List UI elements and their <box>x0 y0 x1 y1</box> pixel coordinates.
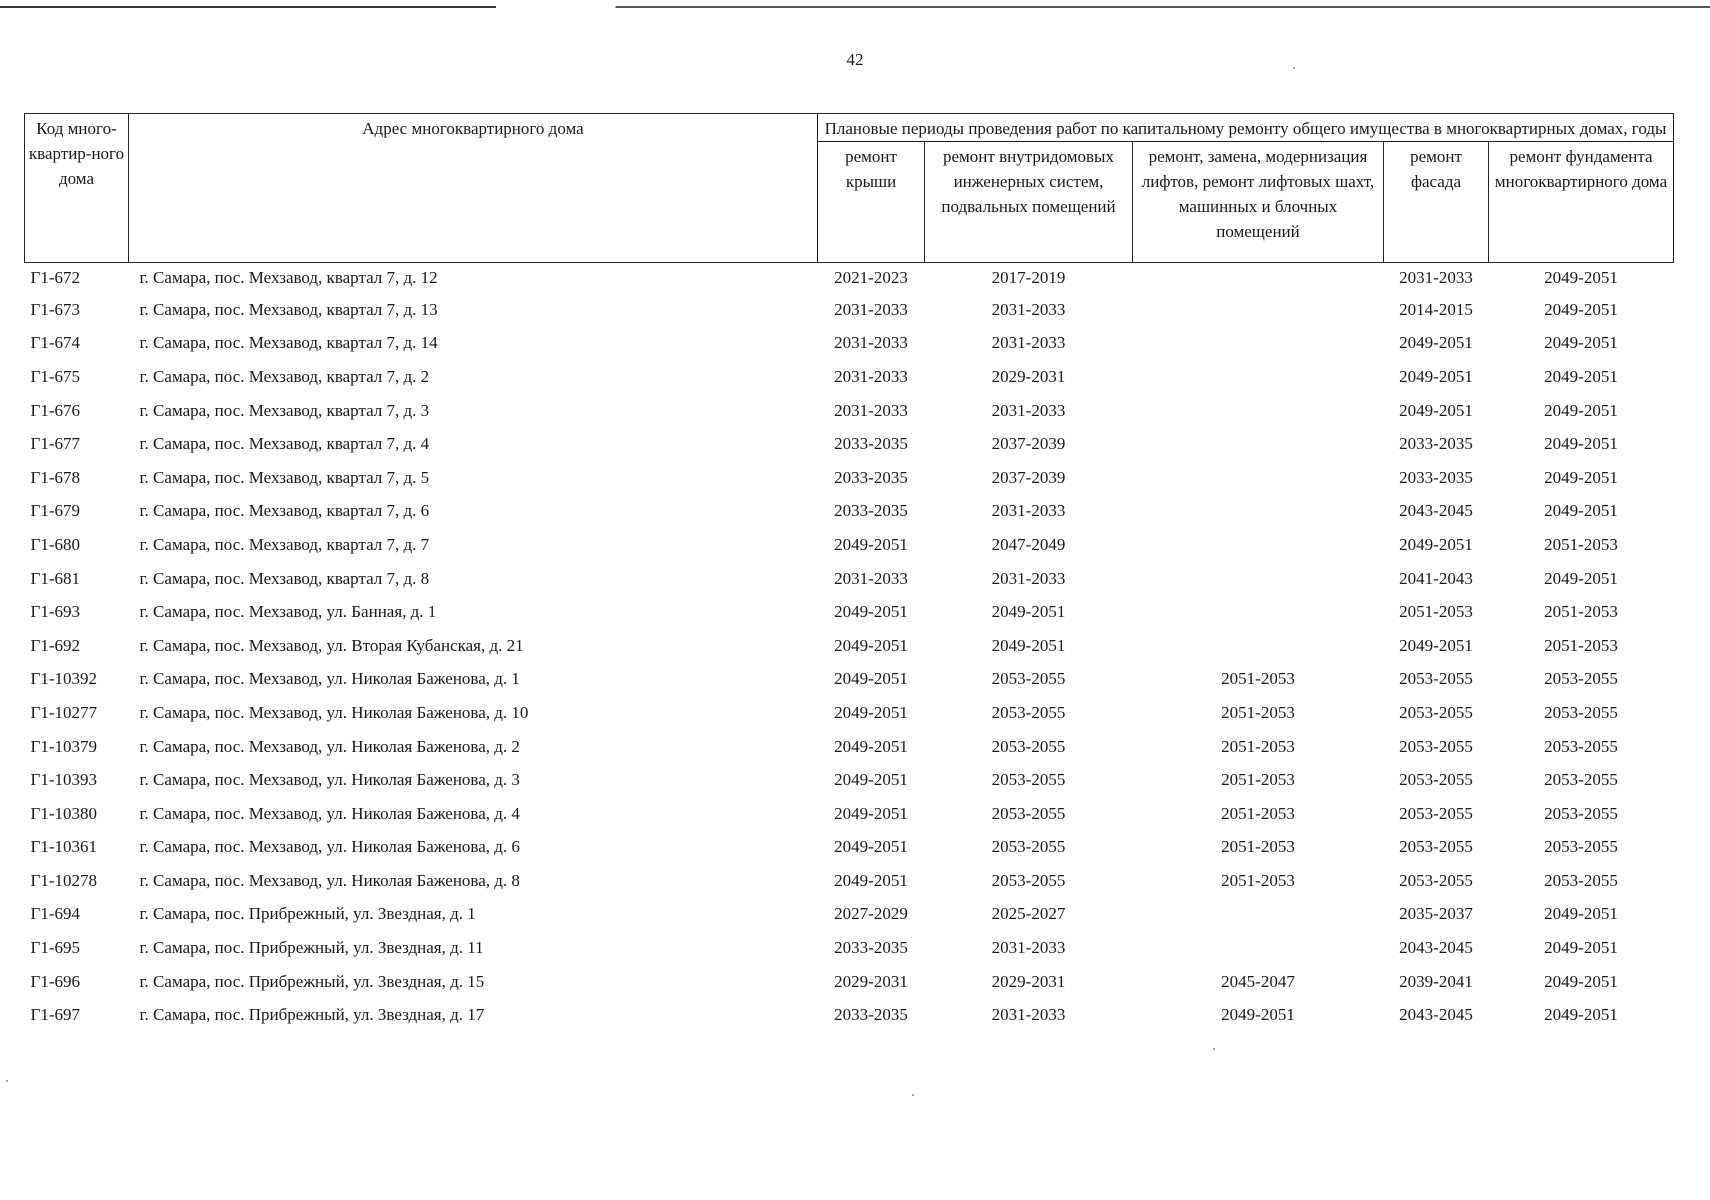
cell-code: Г1-692 <box>30 635 80 655</box>
cell-facade: 2053-2055 <box>1399 837 1473 857</box>
cell-code: Г1-674 <box>30 333 80 353</box>
cell-foundation: 2049-2051 <box>1544 568 1618 588</box>
cell-facade: 2043-2045 <box>1399 501 1473 521</box>
table-row <box>25 595 1674 629</box>
cell-engineering: 2031-2033 <box>991 501 1066 521</box>
table-row <box>25 864 1674 898</box>
cell-engineering: 2053-2055 <box>991 770 1066 790</box>
cell-elevators <box>1133 562 1384 596</box>
cell-roof: 2049-2051 <box>834 736 908 756</box>
cell-address: г. Самара, пос. Мехзавод, квартал 7, д. 2 <box>139 366 430 386</box>
column-header-periods-group: Плановые периоды проведения работ по капитальному ремонту общего имущества в многоквартирных домах, годы <box>818 114 1674 142</box>
cell-engineering: 2053-2055 <box>991 702 1066 722</box>
cell-elevators <box>1133 931 1384 965</box>
header-row-top <box>25 114 1674 142</box>
column-header-address: Адрес многоквартирного дома <box>129 114 818 263</box>
cell-roof: 2049-2051 <box>834 837 908 857</box>
cell-engineering: 2053-2055 <box>991 837 1066 857</box>
cell-elevators: 2045-2047 <box>1221 971 1295 991</box>
cell-code: Г1-10277 <box>30 702 97 722</box>
table-row <box>25 898 1674 932</box>
cell-code: Г1-673 <box>30 299 80 319</box>
cell-elevators: 2051-2053 <box>1221 770 1295 790</box>
cell-engineering: 2037-2039 <box>991 467 1066 487</box>
cell-elevators <box>1133 528 1384 562</box>
cell-engineering: 2029-2031 <box>991 971 1066 991</box>
column-header-foundation: ремонт фундамента многоквартирного дома <box>1489 142 1674 263</box>
cell-foundation: 2053-2055 <box>1544 770 1618 790</box>
cell-roof: 2049-2051 <box>834 870 908 890</box>
table-row <box>25 263 1674 294</box>
column-header-facade: ремонт фасада <box>1384 142 1489 263</box>
cell-facade: 2053-2055 <box>1399 803 1473 823</box>
cell-facade: 2053-2055 <box>1399 870 1473 890</box>
cell-foundation: 2049-2051 <box>1544 938 1618 958</box>
table-row <box>25 461 1674 495</box>
cell-code: Г1-697 <box>30 1005 80 1025</box>
table-row <box>25 730 1674 764</box>
cell-roof: 2021-2023 <box>834 268 908 287</box>
cell-engineering: 2053-2055 <box>991 870 1066 890</box>
cell-address: г. Самара, пос. Мехзавод, квартал 7, д. 14 <box>139 333 438 353</box>
cell-elevators <box>1133 461 1384 495</box>
table-row <box>25 528 1674 562</box>
column-header-engineering: ремонт внутридомовых инженерных систем, подвальных помещений <box>925 142 1133 263</box>
cell-address: г. Самара, пос. Прибрежный, ул. Звездная, д. 1 <box>139 904 476 924</box>
cell-facade: 2031-2033 <box>1399 268 1473 287</box>
cell-roof: 2049-2051 <box>834 635 908 655</box>
cell-facade: 2049-2051 <box>1399 400 1473 420</box>
cell-code: Г1-10392 <box>30 669 97 689</box>
capital-repair-schedule-table <box>24 113 1674 1032</box>
cell-elevators <box>1133 263 1384 294</box>
cell-code: Г1-10361 <box>30 837 97 857</box>
cell-address: г. Самара, пос. Мехзавод, квартал 7, д. 12 <box>139 268 438 287</box>
scan-speck <box>1293 67 1295 69</box>
cell-roof: 2029-2031 <box>834 971 908 991</box>
cell-engineering: 2031-2033 <box>991 938 1066 958</box>
cell-code: Г1-694 <box>30 904 80 924</box>
cell-engineering: 2017-2019 <box>991 268 1066 287</box>
cell-engineering: 2031-2033 <box>991 400 1066 420</box>
cell-foundation: 2049-2051 <box>1544 971 1618 991</box>
cell-facade: 2053-2055 <box>1399 702 1473 722</box>
cell-foundation: 2049-2051 <box>1544 904 1618 924</box>
scan-edge-line <box>0 6 1710 8</box>
cell-roof: 2031-2033 <box>834 568 908 588</box>
cell-foundation: 2049-2051 <box>1544 501 1618 521</box>
cell-elevators: 2051-2053 <box>1221 803 1295 823</box>
cell-foundation: 2049-2051 <box>1544 1005 1618 1025</box>
cell-address: г. Самара, пос. Мехзавод, ул. Николая Баженова, д. 8 <box>139 870 520 890</box>
cell-elevators <box>1133 394 1384 428</box>
cell-foundation: 2051-2053 <box>1544 635 1618 655</box>
cell-roof: 2027-2029 <box>834 904 908 924</box>
cell-address: г. Самара, пос. Мехзавод, квартал 7, д. 4 <box>139 434 430 454</box>
cell-facade: 2033-2035 <box>1399 434 1473 454</box>
cell-code: Г1-10278 <box>30 870 97 890</box>
table-row <box>25 831 1674 865</box>
cell-address: г. Самара, пос. Мехзавод, ул. Банная, д. 1 <box>139 602 437 622</box>
table-row <box>25 763 1674 797</box>
cell-code: Г1-681 <box>30 568 80 588</box>
cell-elevators: 2051-2053 <box>1221 736 1295 756</box>
scan-speck <box>6 1080 8 1082</box>
cell-facade: 2033-2035 <box>1399 467 1473 487</box>
cell-engineering: 2053-2055 <box>991 736 1066 756</box>
table-body <box>25 263 1674 1033</box>
cell-foundation: 2051-2053 <box>1544 602 1618 622</box>
table-row <box>25 663 1674 697</box>
cell-foundation: 2049-2051 <box>1544 333 1618 353</box>
column-header-elevators: ремонт, замена, модернизация лифтов, ремонт лифтовых шахт, машинных и блочных помещений <box>1133 142 1384 263</box>
cell-code: Г1-10380 <box>30 803 97 823</box>
cell-roof: 2031-2033 <box>834 299 908 319</box>
cell-roof: 2033-2035 <box>834 1005 908 1025</box>
cell-facade: 2043-2045 <box>1399 1005 1473 1025</box>
cell-facade: 2051-2053 <box>1399 602 1473 622</box>
cell-engineering: 2031-2033 <box>991 568 1066 588</box>
cell-elevators <box>1133 327 1384 361</box>
cell-engineering: 2031-2033 <box>991 299 1066 319</box>
cell-roof: 2031-2033 <box>834 366 908 386</box>
cell-address: г. Самара, пос. Мехзавод, квартал 7, д. 7 <box>139 534 430 554</box>
cell-facade: 2049-2051 <box>1399 333 1473 353</box>
table-row <box>25 293 1674 327</box>
cell-code: Г1-695 <box>30 938 80 958</box>
cell-roof: 2033-2035 <box>834 467 908 487</box>
cell-roof: 2033-2035 <box>834 938 908 958</box>
cell-foundation: 2053-2055 <box>1544 736 1618 756</box>
cell-address: г. Самара, пос. Прибрежный, ул. Звездная, д. 17 <box>139 1005 485 1025</box>
cell-roof: 2049-2051 <box>834 803 908 823</box>
cell-engineering: 2025-2027 <box>991 904 1066 924</box>
cell-foundation: 2049-2051 <box>1544 366 1618 386</box>
cell-code: Г1-678 <box>30 467 80 487</box>
cell-address: г. Самара, пос. Мехзавод, ул. Вторая Кубанская, д. 21 <box>139 635 524 655</box>
cell-elevators: 2051-2053 <box>1221 870 1295 890</box>
cell-roof: 2031-2033 <box>834 333 908 353</box>
table-row <box>25 394 1674 428</box>
cell-address: г. Самара, пос. Мехзавод, ул. Николая Баженова, д. 10 <box>139 702 529 722</box>
cell-facade: 2043-2045 <box>1399 938 1473 958</box>
cell-code: Г1-675 <box>30 366 80 386</box>
cell-address: г. Самара, пос. Прибрежный, ул. Звездная, д. 15 <box>139 971 485 991</box>
cell-engineering: 2047-2049 <box>991 534 1066 554</box>
cell-elevators: 2051-2053 <box>1221 669 1295 689</box>
cell-foundation: 2049-2051 <box>1544 400 1618 420</box>
cell-code: Г1-10393 <box>30 770 97 790</box>
cell-elevators <box>1133 293 1384 327</box>
table-row <box>25 965 1674 999</box>
cell-roof: 2033-2035 <box>834 434 908 454</box>
cell-facade: 2049-2051 <box>1399 366 1473 386</box>
cell-facade: 2041-2043 <box>1399 568 1473 588</box>
cell-facade: 2053-2055 <box>1399 669 1473 689</box>
cell-roof: 2049-2051 <box>834 669 908 689</box>
column-header-code: Код много-квартир-ного дома <box>25 114 129 263</box>
cell-address: г. Самара, пос. Мехзавод, ул. Николая Баженова, д. 3 <box>139 770 520 790</box>
cell-foundation: 2049-2051 <box>1544 467 1618 487</box>
cell-code: Г1-680 <box>30 534 80 554</box>
cell-address: г. Самара, пос. Мехзавод, квартал 7, д. 3 <box>139 400 430 420</box>
cell-roof: 2033-2035 <box>834 501 908 521</box>
cell-facade: 2053-2055 <box>1399 770 1473 790</box>
cell-engineering: 2053-2055 <box>991 803 1066 823</box>
table-row <box>25 495 1674 529</box>
cell-engineering: 2029-2031 <box>991 366 1066 386</box>
table-row <box>25 696 1674 730</box>
cell-code: Г1-696 <box>30 971 80 991</box>
cell-address: г. Самара, пос. Мехзавод, квартал 7, д. 8 <box>139 568 430 588</box>
cell-elevators <box>1133 898 1384 932</box>
cell-foundation: 2049-2051 <box>1544 434 1618 454</box>
cell-elevators <box>1133 427 1384 461</box>
page-number: 42 <box>846 50 864 69</box>
cell-elevators: 2049-2051 <box>1221 1005 1295 1025</box>
table-row <box>25 931 1674 965</box>
cell-code: Г1-677 <box>30 434 80 454</box>
cell-elevators <box>1133 495 1384 529</box>
cell-engineering: 2031-2033 <box>991 1005 1066 1025</box>
cell-elevators <box>1133 595 1384 629</box>
cell-address: г. Самара, пос. Мехзавод, квартал 7, д. 6 <box>139 501 430 521</box>
table-row <box>25 562 1674 596</box>
cell-foundation: 2049-2051 <box>1544 299 1618 319</box>
scan-speck <box>1213 1048 1215 1050</box>
cell-facade: 2053-2055 <box>1399 736 1473 756</box>
cell-code: Г1-10379 <box>30 736 97 756</box>
cell-code: Г1-693 <box>30 602 80 622</box>
cell-facade: 2039-2041 <box>1399 971 1473 991</box>
cell-foundation: 2051-2053 <box>1544 534 1618 554</box>
cell-elevators: 2051-2053 <box>1221 837 1295 857</box>
cell-engineering: 2049-2051 <box>991 635 1066 655</box>
cell-engineering: 2049-2051 <box>991 602 1066 622</box>
cell-facade: 2049-2051 <box>1399 534 1473 554</box>
cell-foundation: 2053-2055 <box>1544 870 1618 890</box>
cell-foundation: 2053-2055 <box>1544 803 1618 823</box>
cell-address: г. Самара, пос. Прибрежный, ул. Звездная, д. 11 <box>139 938 484 958</box>
cell-facade: 2035-2037 <box>1399 904 1473 924</box>
cell-facade: 2014-2015 <box>1399 299 1473 319</box>
cell-roof: 2049-2051 <box>834 702 908 722</box>
cell-elevators <box>1133 629 1384 663</box>
cell-address: г. Самара, пос. Мехзавод, ул. Николая Баженова, д. 4 <box>139 803 520 823</box>
column-header-roof: ремонт крыши <box>818 142 925 263</box>
table-row <box>25 427 1674 461</box>
cell-roof: 2049-2051 <box>834 770 908 790</box>
cell-roof: 2049-2051 <box>834 534 908 554</box>
cell-address: г. Самара, пос. Мехзавод, квартал 7, д. 5 <box>139 467 430 487</box>
cell-address: г. Самара, пос. Мехзавод, квартал 7, д. 13 <box>139 299 438 319</box>
cell-foundation: 2053-2055 <box>1544 669 1618 689</box>
cell-address: г. Самара, пос. Мехзавод, ул. Николая Баженова, д. 6 <box>139 837 520 857</box>
cell-elevators: 2051-2053 <box>1221 702 1295 722</box>
cell-engineering: 2053-2055 <box>991 669 1066 689</box>
cell-code: Г1-672 <box>30 268 80 287</box>
cell-engineering: 2037-2039 <box>991 434 1066 454</box>
cell-foundation: 2053-2055 <box>1544 702 1618 722</box>
table-row <box>25 360 1674 394</box>
cell-facade: 2049-2051 <box>1399 635 1473 655</box>
cell-address: г. Самара, пос. Мехзавод, ул. Николая Баженова, д. 1 <box>139 669 520 689</box>
cell-roof: 2031-2033 <box>834 400 908 420</box>
cell-code: Г1-679 <box>30 501 80 521</box>
table-row <box>25 797 1674 831</box>
table-row <box>25 327 1674 361</box>
cell-roof: 2049-2051 <box>834 602 908 622</box>
cell-address: г. Самара, пос. Мехзавод, ул. Николая Баженова, д. 2 <box>139 736 520 756</box>
cell-code: Г1-676 <box>30 400 80 420</box>
cell-foundation: 2053-2055 <box>1544 837 1618 857</box>
table-row <box>25 998 1674 1032</box>
table-row <box>25 629 1674 663</box>
cell-elevators <box>1133 360 1384 394</box>
scan-speck <box>912 1094 914 1096</box>
cell-foundation: 2049-2051 <box>1544 268 1618 287</box>
cell-engineering: 2031-2033 <box>991 333 1066 353</box>
